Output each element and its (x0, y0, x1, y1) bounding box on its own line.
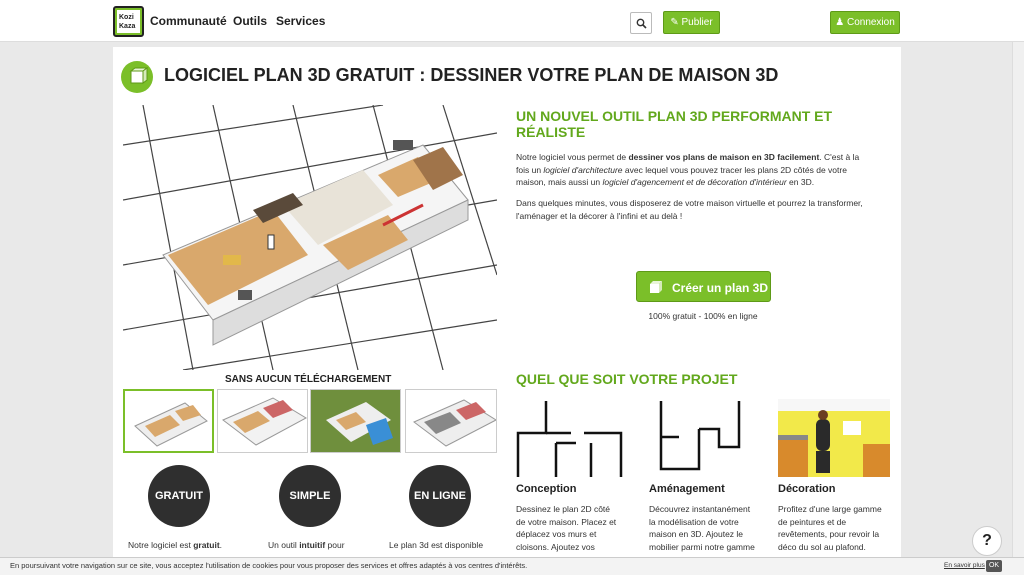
publish-button[interactable] (663, 11, 720, 34)
project-title-amenagement: Aménagement (649, 483, 725, 495)
gallery-caption: SANS AUCUN TÉLÉCHARGEMENT (225, 374, 392, 385)
feature-text: . (219, 540, 223, 550)
cube-icon (648, 279, 664, 295)
intro-text: Dans quelques minutes, vous disposerez de votre maison virtuelle et pourrez la transformer, (516, 198, 863, 208)
cube-icon (121, 61, 153, 93)
intro-text: en 3D. (786, 177, 815, 187)
project-text-line: Profitez d'une large gamme (778, 504, 882, 514)
pencil-icon: ✎ (670, 17, 679, 28)
badge-simple: SIMPLE (279, 465, 341, 527)
create-plan-button[interactable] (636, 271, 771, 302)
feature-text: Le plan 3d est disponible (389, 540, 484, 550)
feature-text-bold: intuitif (299, 540, 326, 550)
intro-text: fois un (516, 164, 544, 175)
gallery-thumbnail[interactable] (310, 389, 401, 453)
intro-text-bold: dessiner vos plans de maison en 3D facilement (628, 152, 820, 162)
intro-heading-line1: UN NOUVEL OUTIL PLAN 3D PERFORMANT ET (516, 108, 833, 124)
cookie-ok-button[interactable]: OK (986, 560, 1002, 572)
feature-text: Un outil (268, 540, 300, 550)
intro-heading (516, 108, 832, 140)
cta-subtitle: 100% gratuit - 100% en ligne (648, 311, 758, 321)
nav-outils[interactable]: Outils (233, 14, 268, 28)
amenagement-plan-image (649, 399, 761, 477)
project-text-line: mobilier parmi notre gamme (649, 541, 755, 552)
project-text-line: maison en 3D. Ajoutez le (649, 529, 744, 539)
project-text-line: Découvrez instantanément (649, 504, 751, 514)
gallery-thumbnail[interactable] (123, 389, 214, 453)
intro-text: avec lequel vous pouvez tracer les plans 2D côtés de votre (622, 164, 847, 175)
intro-paragraph-2 (516, 197, 896, 222)
project-title-conception: Conception (516, 483, 577, 495)
project-text-decoration (778, 503, 890, 557)
projects-heading: QUEL QUE SOIT VOTRE PROJET (516, 371, 738, 387)
intro-text: . C'est à la (819, 152, 860, 162)
hero-3d-plan-image (123, 105, 497, 370)
intro-text-italic: logiciel d'agencement et de décoration d'intérieur (602, 177, 787, 187)
kozikaza-logo[interactable] (113, 6, 144, 37)
user-icon: ♟ (835, 17, 845, 28)
feature-text-gratuit (128, 540, 222, 550)
project-text-line: déplacez vos murs et (516, 529, 597, 539)
badge-en-ligne: EN LIGNE (409, 465, 471, 527)
feature-text-bold: gratuit (193, 540, 220, 550)
top-navbar (0, 0, 1024, 42)
cookie-text: En poursuivant votre navigation sur ce site, vous acceptez l'utilisation de cookies pour vous proposer des services et offres adaptés à vos centres d'intérêts. (10, 561, 528, 570)
nav-services[interactable]: Services (276, 14, 326, 28)
feature-text-simple (268, 540, 345, 550)
intro-heading-line2: RÉALISTE (516, 124, 586, 140)
feature-text: pour (325, 540, 345, 550)
project-title-decoration: Décoration (778, 483, 836, 495)
project-text-line: la modélisation de votre (649, 516, 739, 527)
main-content (113, 47, 901, 557)
cookie-more-link[interactable]: En savoir plus (944, 562, 985, 569)
project-text-line: revêtements, pour revoir la (778, 529, 880, 539)
intro-text-italic: logiciel d'architecture (543, 164, 623, 175)
intro-text: maison, mais aussi un (516, 177, 603, 187)
logo-text-line1: Kozi (119, 14, 134, 21)
search-icon (636, 18, 647, 29)
project-text-line: de peintures et de (778, 516, 847, 527)
create-plan-label: Créer un plan 3D (672, 281, 769, 295)
cookie-banner (0, 557, 1024, 575)
project-text-line: déco du sol au plafond. (778, 541, 866, 552)
login-label: Connexion (846, 17, 895, 28)
intro-paragraph-1 (516, 151, 896, 189)
project-text-conception (516, 503, 628, 557)
search-button[interactable] (630, 12, 652, 34)
conception-plan-image (516, 399, 628, 477)
intro-text: Notre logiciel vous permet de (516, 152, 629, 162)
project-text-line: de votre maison. Placez et (516, 516, 617, 527)
project-text-line: cloisons. Ajoutez vos (516, 541, 595, 552)
window-scrollbar[interactable] (1012, 0, 1024, 557)
feature-text: Notre logiciel est (128, 540, 194, 550)
logo-panel (117, 10, 140, 33)
project-text-line: Dessinez le plan 2D côté (516, 504, 611, 514)
publish-label: Publier (681, 17, 713, 28)
page-title: LOGICIEL PLAN 3D GRATUIT : DESSINER VOTRE PLAN DE MAISON 3D (164, 65, 779, 85)
gallery-thumbnail[interactable] (217, 389, 308, 453)
login-button[interactable] (830, 11, 900, 34)
logo-text-line2: Kaza (119, 23, 136, 30)
decoration-kitchen-image (778, 399, 890, 477)
help-button[interactable]: ? (972, 526, 1002, 556)
nav-communaute[interactable]: Communauté (150, 14, 227, 28)
feature-text-en-ligne (389, 540, 483, 550)
badge-gratuit: GRATUIT (148, 465, 210, 527)
gallery-thumbnail[interactable] (405, 389, 497, 453)
intro-text: l'aménager et la décorer à l'infini et au delà ! (516, 210, 683, 221)
project-text-amenagement (649, 503, 761, 557)
